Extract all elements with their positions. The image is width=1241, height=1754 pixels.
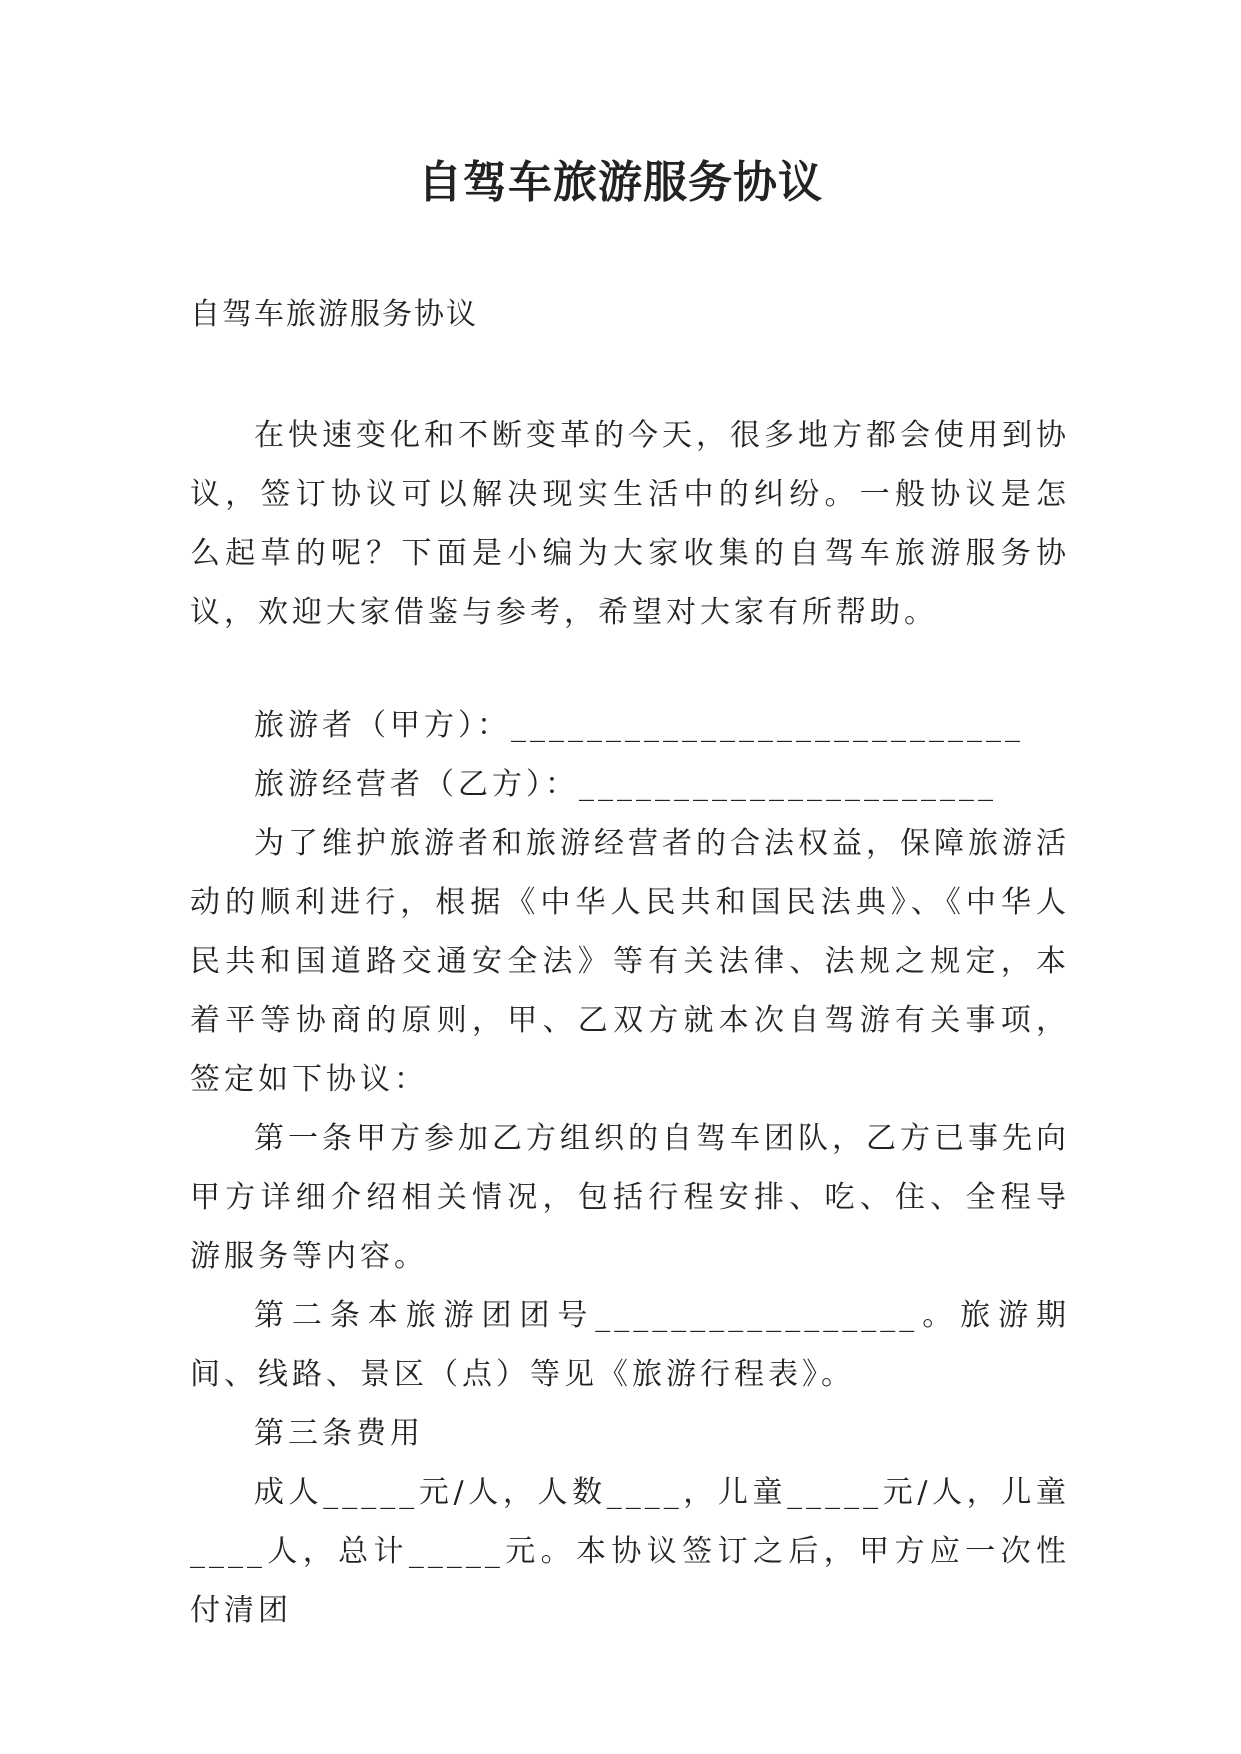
document-subtitle: 自驾车旅游服务协议 bbox=[190, 297, 478, 332]
article-2-paragraph: 第二条本旅游团团号_________________。旅游期间、线路、景区（点）等见《旅游行程表》。 bbox=[190, 1298, 1070, 1392]
article-3-paragraph: 成人_____元/人，人数____，儿童_____元/人，儿童____人，总计_____元。本协议签订之后，甲方应一次性付清团 bbox=[190, 1475, 1070, 1628]
article-1-paragraph: 第一条甲方参加乙方组织的自驾车团队，乙方已事先向甲方详细介绍相关情况，包括行程安排、吃、住、全程导游服务等内容。 bbox=[190, 1121, 1070, 1274]
agreement-body bbox=[190, 696, 1070, 1640]
party-a-line: 旅游者（甲方）：___________________________ bbox=[254, 708, 1024, 743]
intro-section bbox=[190, 406, 1070, 642]
party-b-line: 旅游经营者（乙方）：______________________ bbox=[254, 767, 997, 802]
article-3-heading: 第三条费用 bbox=[254, 1416, 424, 1451]
document-title: 自驾车旅游服务协议 bbox=[418, 157, 823, 208]
intro-paragraph: 在快速变化和不断变革的今天，很多地方都会使用到协议，签订协议可以解决现实生活中的纠纷。一般协议是怎么起草的呢？下面是小编为大家收集的自驾车旅游服务协议，欢迎大家借鉴与参考，希望对大家有所帮助。 bbox=[190, 418, 1070, 630]
preamble-paragraph: 为了维护旅游者和旅游经营者的合法权益，保障旅游活动的顺利进行，根据《中华人民共和国民法典》、《中华人民共和国道路交通安全法》等有关法律、法规之规定，本着平等协商的原则，甲、乙双方就本次自驾游有关事项，签定如下协议： bbox=[190, 826, 1070, 1097]
